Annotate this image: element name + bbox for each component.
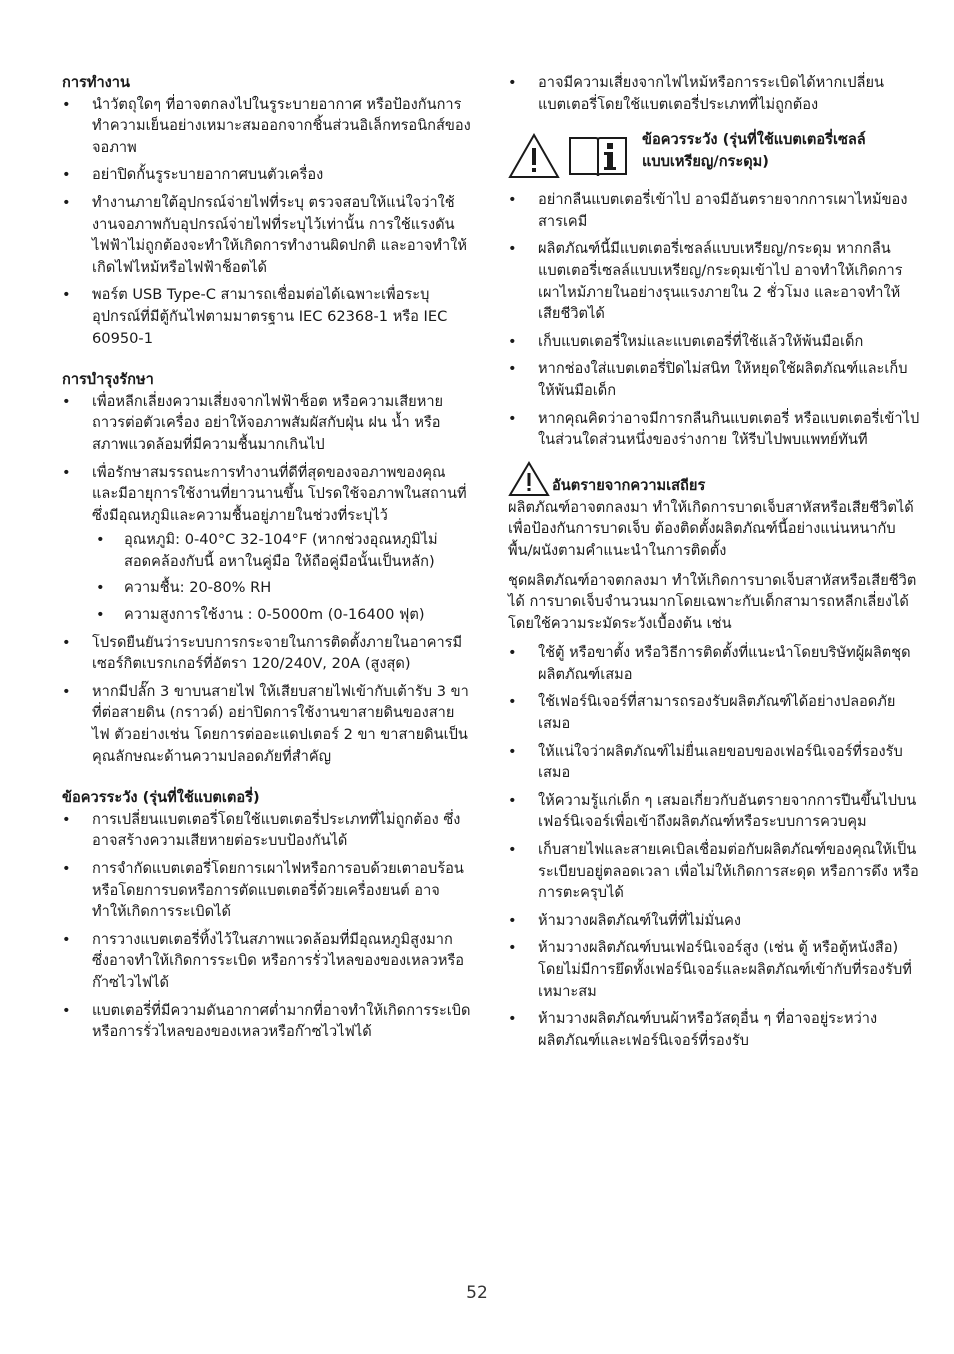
list-item: • หากคุณคิดว่าอาจมีการกลืนกินแบตเตอรี่ หรือแบตเตอรี่เข้าไปในส่วนใดส่วนหนึ่งของร่างกาย ให้รีบไปพบแพทย์ทันที [508, 408, 920, 451]
battery-caution-list [62, 809, 472, 1043]
stability-hazard-header [508, 461, 920, 497]
battery-continued-list [508, 72, 920, 115]
list-item: • อย่าปิดกั้นรูระบายอากาศบนตัวเครื่อง [62, 164, 472, 186]
list-item: • เก็บสายไฟและสายเคเบิลเชื่อมต่อกับผลิตภัณฑ์ของคุณให้เป็นระเบียบอยู่ตลอดเวลา เพื่อไม่ให้เกิดการสะดุด หรือการดึง หรือการตะครุบได้ [508, 839, 920, 904]
list-item: • การจำกัดแบตเตอรี่โดยการเผาไฟหรือการอบด้วยเตาอบร้อน หรือโดยการบดหรือการตัดแบตเตอรี่ด้วยเครื่องยนต์ อาจทำให้เกิดการระเบิดได้ [62, 858, 472, 923]
list-item: • แบตเตอรี่ที่มีความดันอากาศต่ำมากที่อาจทำให้เกิดการระเบิด หรือการรั่วไหลของของเหลวหรือก๊าซไวไฟได้ [62, 1000, 472, 1043]
list-item: • ห้ามวางผลิตภัณฑ์บนผ้าหรือวัสดุอื่น ๆ ที่อาจอยู่ระหว่างผลิตภัณฑ์และเฟอร์นิเจอร์ที่รองรับ [508, 1008, 920, 1051]
list-item: • ห้ามวางผลิตภัณฑ์บนเฟอร์นิเจอร์สูง (เช่น ตู้ หรือตู้หนังสือ) โดยไม่มีการยึดทั้งเฟอร์นิเจอร์และผลิตภัณฑ์เข้ากับที่รองรับที่เหมาะสม [508, 937, 920, 1002]
warning-triangle-icon [508, 461, 550, 497]
coin-caution-heading: ข้อควรระวัง (รุ่นที่ใช้แบตเตอรี่เซลล์แบบเหรียญ/กระดุม) [642, 131, 866, 170]
coin-caution-list [508, 189, 920, 451]
sub-list-item: • ความสูงการใช้งาน : 0-5000m (0-16400 ฟุต) [92, 604, 472, 626]
list-item-text: เพื่อรักษาสมรรถนะการทำงานที่ดีที่สุดของจอภาพของคุณ และมีอายุการใช้งานที่ยาวนานขึ้น โปรดใช้จอภาพในสถานที่ซึ่งมีอุณหภูมิและความชื้นอยู่ภายในช่วงที่ระบุไว้ [92, 463, 467, 524]
page-number: 52 [466, 1283, 488, 1303]
maintenance-list [62, 391, 472, 768]
list-item: • พอร์ต USB Type-C สามารถเชื่อมต่อได้เฉพาะเพื่อระบุอุปกรณ์ที่มีตู้กันไฟตามมาตรฐาน IEC 62368-1 หรือ IEC 60950-1 [62, 284, 472, 349]
warning-triangle-icon [508, 133, 560, 179]
list-item: • หากมีปลั๊ก 3 ขาบนสายไฟ ให้เสียบสายไฟเข้ากับเต้ารับ 3 ขาที่ต่อสายดิน (กราวด์) อย่าปิดการใช้งานขาสายดินของสายไฟ ตัวอย่างเช่น โดยการต่ออะแดปเตอร์ 2 ขา ขาสายดินเป็นคุณลักษณะด้านความปลอดภัยที่สำคัญ [62, 681, 472, 767]
list-item: • ให้ความรู้แก่เด็ก ๆ เสมอเกี่ยวกับอันตรายจากการปีนขึ้นไปบนเฟอร์นิเจอร์เพื่อเข้าถึงผลิตภัณฑ์หรือระบบการควบคุม [508, 790, 920, 833]
list-item: • เก็บแบตเตอรี่ใหม่และแบตเตอรี่ที่ใช้แล้วให้พ้นมือเด็ก [508, 331, 920, 353]
list-item: • ใช้เฟอร์นิเจอร์ที่สามารถรองรับผลิตภัณฑ์ได้อย่างปลอดภัยเสมอ [508, 691, 920, 734]
manual-info-icon [568, 134, 628, 178]
coin-battery-warning [508, 129, 920, 179]
list-item: • ห้ามวางผลิตภัณฑ์ในที่ที่ไม่มั่นคง [508, 910, 920, 932]
environment-sublist [92, 529, 472, 625]
operation-heading: การทำงาน [62, 74, 130, 91]
sub-list-item: • อุณหภูมิ: 0-40°C 32-104°F (หากช่วงอุณหภูมิไม่สอดคล้องกับนี้ อหาในคู่มือ ให้ถือคู่มือนั้นเป็นหลัก) [92, 529, 472, 572]
operation-list [62, 94, 472, 350]
list-item: • โปรดยืนยันว่าระบบการกระจายในการติดตั้งภายในอาคารมี เซอร์กิตเบรกเกอร์ที่อัตรา 120/240V, 20A (สูงสุด) [62, 632, 472, 675]
list-item: • ใช้ตู้ หรือขาตั้ง หรือวิธีการติดตั้งที่แนะนำโดยบริษัทผู้ผลิตชุดผลิตภัณฑ์เสมอ [508, 642, 920, 685]
sub-list-item: • ความชื้น: 20-80% RH [92, 577, 472, 599]
warning-icons [508, 133, 628, 179]
list-item: • เพื่อหลีกเลี่ยงความเสี่ยงจากไฟฟ้าช็อต หรือความเสียหายถาวรต่อตัวเครื่อง อย่าให้จอภาพสัมผัสกับฝุ่น ฝน น้ำ หรือสภาพแวดล้อมที่มีความชื้นมากเกินไป [62, 391, 472, 456]
list-item: • อย่ากลืนแบตเตอรี่เข้าไป อาจมีอันตรายจากการเผาไหม้ของสารเคมี [508, 189, 920, 232]
stability-heading: อันตรายจากความเสถียร [552, 477, 706, 495]
list-item: • การวางแบตเตอรี่ทิ้งไว้ในสภาพแวดล้อมที่มีอุณหภูมิสูงมาก ซึ่งอาจทำให้เกิดการระเบิด หรือการรั่วไหลของของเหลวหรือก๊าซไวไฟได้ [62, 929, 472, 994]
right-column [508, 72, 920, 1057]
maintenance-heading: การบำรุงรักษา [62, 371, 154, 389]
list-item [62, 462, 472, 626]
list-item: • หากช่องใส่แบตเตอรี่ปิดไม่สนิท ให้หยุดใช้ผลิตภัณฑ์และเก็บให้พ้นมือเด็ก [508, 358, 920, 401]
stability-paragraph: ผลิตภัณฑ์อาจตกลงมา ทำให้เกิดการบาดเจ็บสาหัสหรือเสียชีวิตได้ เพื่อป้องกันการบาดเจ็บ ต้องติดตั้งผลิตภัณฑ์นี้อย่างแน่นหนากับพื้น/ผนังตามคำแนะนำในการติดตั้ง [508, 498, 914, 559]
battery-caution-heading: ข้อควรระวัง (รุ่นที่ใช้แบตเตอรี่) [62, 789, 260, 807]
list-item: • ทำงานภายใต้อุปกรณ์จ่ายไฟที่ระบุ ตรวจสอบให้แน่ใจว่าใช้งานจอภาพกับอุปกรณ์จ่ายไฟที่ระบุไว้เท่านั้น การใช้แรงดันไฟฟ้าไม่ถูกต้องจะทำให้เกิดการทำงานผิดปกติ และอาจทำให้เกิดไฟไหม้หรือไฟฟ้าช็อตได้ [62, 192, 472, 278]
list-item: • นำวัตถุใดๆ ที่อาจตกลงไปในรูระบายอากาศ หรือป้องกันการทำความเย็นอย่างเหมาะสมออกจากชิ้นส่วนอิเล็กทรอนิกส์ของจอภาพ [62, 94, 472, 159]
left-column [62, 72, 472, 1049]
list-item: • ผลิตภัณฑ์นี้มีแบตเตอรี่เซลล์แบบเหรียญ/กระดุม หากกลืนแบตเตอรี่เซลล์แบบเหรียญ/กระดุมเข้าไป อาจทำให้เกิดการเผาไหม้ภายในอย่างรุนแรงภายใน 2 ชั่วโมง และอาจทำให้เสียชีวิตได้ [508, 238, 920, 324]
list-item: • การเปลี่ยนแบตเตอรี่โดยใช้แบตเตอรี่ประเภทที่ไม่ถูกต้อง ซึ่งอาจสร้างความเสียหายต่อระบบป้องกันได้ [62, 809, 472, 852]
list-item: • ให้แน่ใจว่าผลิตภัณฑ์ไม่ยื่นเลยขอบของเฟอร์นิเจอร์ที่รองรับเสมอ [508, 741, 920, 784]
stability-paragraph: ชุดผลิตภัณฑ์อาจตกลงมา ทำให้เกิดการบาดเจ็บสาหัสหรือเสียชีวิตได้ การบาดเจ็บจำนวนมากโดยเฉพาะกับเด็กสามารถหลีกเลี่ยงได้โดยใช้ความระมัดระวังเบื้องต้น เช่น [508, 571, 917, 632]
list-item: • อาจมีความเสี่ยงจากไฟไหม้หรือการระเบิดได้หากเปลี่ยนแบตเตอรี่โดยใช้แบตเตอรี่ประเภทที่ไม่ถูกต้อง [508, 72, 920, 115]
stability-list [508, 642, 920, 1051]
